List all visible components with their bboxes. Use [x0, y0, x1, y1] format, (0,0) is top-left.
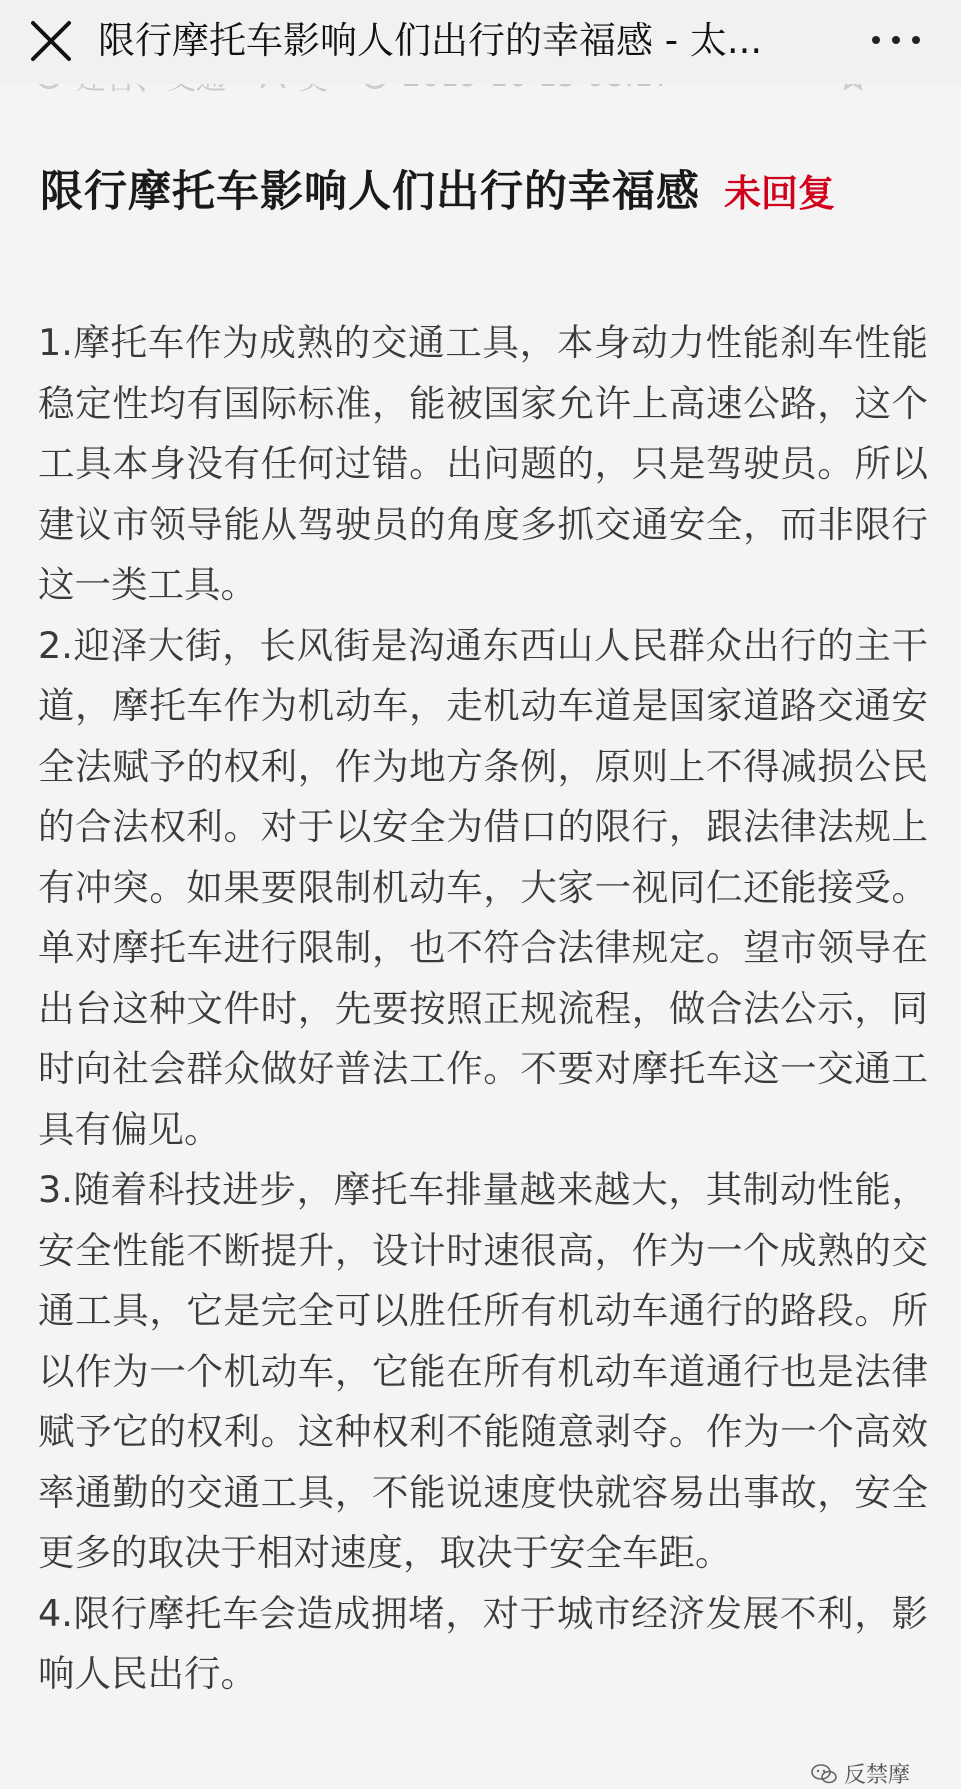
status-badge: 未回复 — [724, 172, 835, 215]
article-paragraph: 3.随着科技进步，摩托车排量越来越大，其制动性能，安全性能不断提升，设计时速很高，作为一个成熟的交通工具，它是完全可以胜任所有机动车通行的路段。所以作为一个机动车，它能在所有机动车道通行也是法律赋予它的权利。这种权利不能随意剥夺。作为一个高效率通勤的交通工具，不能说速度快就容易出事故，安全更多的取决于相对速度，取决于安全车距。 — [38, 1168, 928, 1574]
more-dot — [912, 36, 920, 44]
article-paragraph: 4.限行摩托车会造成拥堵，对于城市经济发展不利，影响人民出行。 — [38, 1591, 928, 1695]
watermark — [810, 1758, 910, 1789]
wechat-icon — [810, 1763, 838, 1785]
page-title: 限行摩托车影响人们出行的幸福感 - 太... — [98, 19, 763, 62]
post-title: 限行摩托车影响人们出行的幸福感 — [40, 167, 700, 217]
article-paragraph: 2.迎泽大街，长风街是沟通东西山人民群众出行的主干道，摩托车作为机动车，走机动车道是国家道路交通安全法赋予的权利，作为地方条例，原则上不得减损公民的合法权利。对于以安全为借口的限行，跟法律法规上有冲突。如果要限制机动车，大家一视同仁还能接受。单对摩托车进行限制，也不符合法律规定。望市领导在出台这种文件时，先要按照正规流程，做合法公示，同时向社会群众做好普法工作。不要对摩托车这一交通工具有偏见。 — [38, 623, 928, 1151]
more-dot — [892, 36, 900, 44]
more-dots-icon[interactable] — [872, 30, 920, 50]
article-body — [38, 313, 928, 1705]
close-icon[interactable] — [28, 18, 74, 64]
more-dot — [872, 36, 880, 44]
post-header — [40, 162, 940, 224]
watermark-text: 反禁摩 — [844, 1763, 911, 1788]
article-paragraph: 1.摩托车作为成熟的交通工具，本身动力性能刹车性能稳定性均有国际标准，能被国家允许上高速公路，这个工具本身没有任何过错。出问题的，只是驾驶员。所以建议市领导能从驾驶员的角度多抓交通安全，而非限行这一类工具。 — [38, 321, 928, 606]
top-bar — [0, 0, 961, 84]
